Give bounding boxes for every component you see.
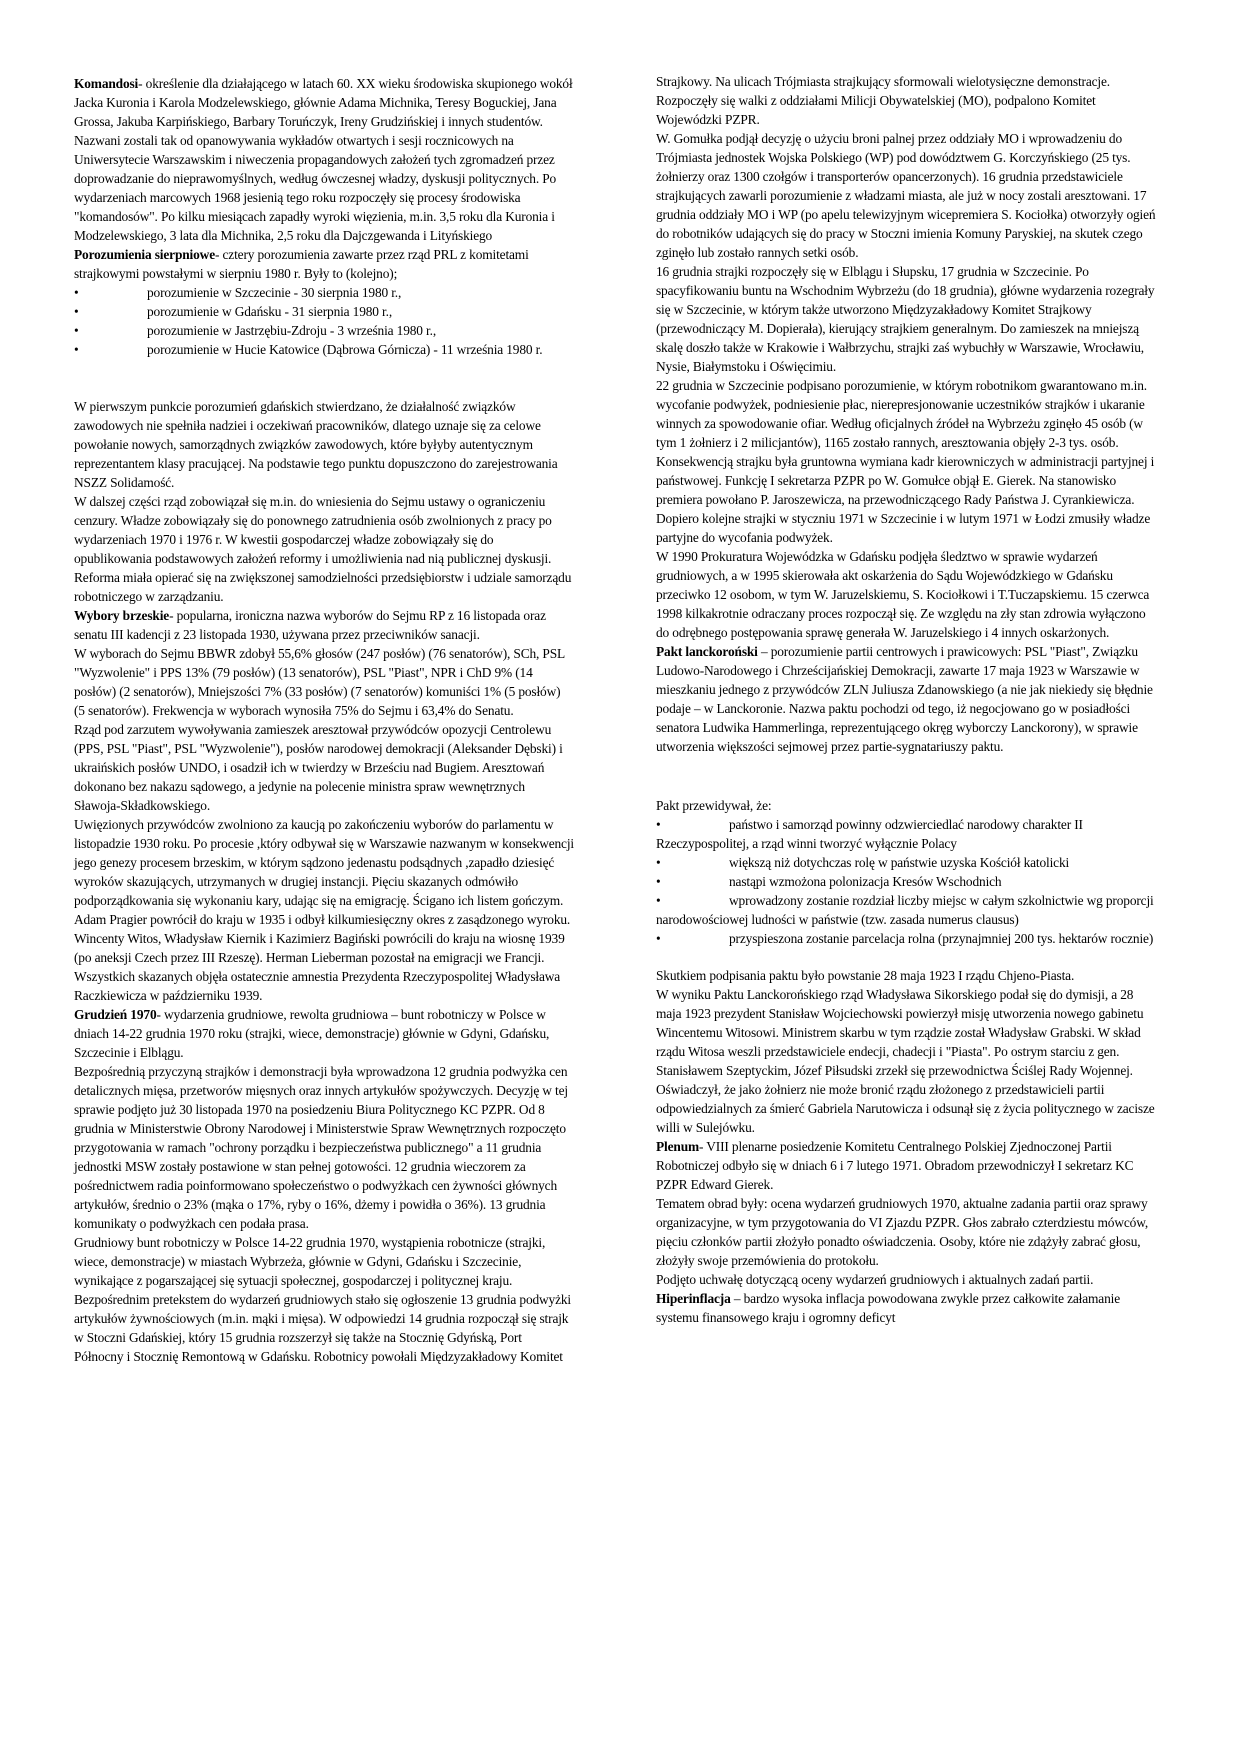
bullet-icon: • (74, 342, 79, 357)
paragraph: W dalszej części rząd zobowiązał się m.in. do wniesienia do Sejmu ustawy o ograniczeniu cenzury. Władze zobowiązały się do ponownego zatrudnienia osób zwolnionych z pracy po wydarzeniach 1970 i 1976 r. W kwestii gospodarczej władze zobowiązały się do opublikowania podstawowych założeń reformy i umożliwienia nad nią publicznej dyskusji. Reforma miała opierać się na zwiększonej samodzielności przedsiębiorstw i udziale samorządu robotniczego w zarządzaniu. (74, 494, 572, 604)
list-item-text: większą niż dotychczas rolę w państwie uzyska Kościół katolicki (729, 855, 1070, 870)
pakt-list (656, 815, 1159, 948)
porozumienia-list (74, 283, 574, 359)
list-item-text: porozumienie w Jastrzębiu-Zdroju - 3 września 1980 r., (147, 323, 437, 338)
paragraph: W 1990 Prokuratura Wojewódzka w Gdańsku podjęła śledztwo w sprawie wydarzeń grudniowych, a w 1995 skierowała akt oskarżenia do Sądu Wojewódzkiego w Gdańsku przeciwko 12 osobom, w tym W. Jaruzelskiemu, S. Kociołkowi i T.Tuczapskiemu. 15 czerwca 1998 kilkakrotnie odraczany proces rozpoczął się. Ze względu na zły stan zdrowia wyłączono do odrębnego postępowania sprawę generała W. Jaruzelskiego i 4 innych oskarżonych. (656, 549, 1150, 640)
bullet-icon: • (74, 323, 79, 338)
list-item-text: porozumienie w Hucie Katowice (Dąbrowa Górnicza) - 11 września 1980 r. (147, 342, 543, 357)
list-item (656, 872, 1159, 891)
paragraph: W wyborach do Sejmu BBWR zdobył 55,6% głosów (247 posłów) (76 senatorów), SCh, PSL "Wyzwolenie" i PPS 13% (79 posłów) (13 senatorów), PSL "Piast", NPR i ChD 9% (14 posłów) (2 senatorów), Mniejszości 7% (33 posłów) (7 senatorów) komuniści 1% (5 posłów) (5 senatorów). Frekwencja w wyborach wynosiła 75% do Sejmu i 63,4% do Senatu. (74, 646, 565, 718)
paragraph: Tematem obrad były: ocena wydarzeń grudniowych 1970, aktualne zadania partii oraz sprawy organizacyjne, w tym przygotowania do VI Zjazdu PZPR. Głos zabrało czterdziestu mówców, pięciu członków partii złożyło ponadto oświadczenia. Osoby, które nie zdążyły zabrać głosu, złożyły swoje przemówienia do protokołu. (656, 1196, 1149, 1268)
paragraph: Uwięzionych przywódców zwolniono za kaucją po zakończeniu wyborów do parlamentu w listopadzie 1930 roku. Po procesie ,który odbywał się w Warszawie nazwanym w konsekwencji jego genezy procesem brzeskim, w którym sądzono jedenastu podsądnych ,zapadło dziesięć wyroków skazujących, utrzymanych w drugiej instancji. Pięciu skazanych odmówiło podporządkowania się wykonaniu kary, udając się na emigrację. Ścigano ich listem gończym. Adam Pragier powrócił do kraju w 1935 i odbył kilkumiesięczny okres z zasądzonego wyroku. Wincenty Witos, Władysław Kiernik i Kazimierz Bagiński powrócili do kraju na wiosnę 1939 (po aneksji Czech przez III Rzeszę). Herman Lieberman pozostał na emigracji we Francji. Wszystkich skazanych objęła ostatecznie amnestia Prezydenta Rzeczypospolitej Władysława Raczkiewicza w październiku 1939. (74, 817, 574, 1003)
paragraph: W wyniku Paktu Lanckorońskiego rząd Władysława Sikorskiego podał się do dymisji, a 28 maja 1923 prezydent Stanisław Wojciechowski powierzył misję utworzenia nowego gabinetu Wincentemu Witosowi. Ministrem skarbu w tym rządzie został Władysław Grabski. W skład rządu Witosa weszli przedstawiciele endecji, chadecji i "Piasta". Po ostrym starciu z gen. Stanisławem Szeptyckim, Józef Piłsudski zrzekł się przewodnictwa Ściślej Rady Wojennej. Oświadczył, że jako żołnierz nie może bronić rządu złożonego z przedstawicieli partii odpowiedzialnych za śmierć Gabriela Narutowicza i odsunął się z życia politycznego w zacisze willi w Sulejówku. (656, 987, 1155, 1135)
paragraph: Bezpośrednim pretekstem do wydarzeń grudniowych stało się ogłoszenie 13 grudnia podwyżki artykułów żywnościowych (m.in. mąki i mięsa). W odpowiedzi 14 grudnia rozpoczął się strajk w Stoczni Gdańskiej, który 15 grudnia rozszerzył się także na Stocznię Gdyńską, Port Północny i Stocznię Remontową w Gdańsku. Robotnicy powołali Międzyzakładowy Komitet (74, 1292, 572, 1364)
paragraph: Bezpośrednią przyczyną strajków i demonstracji była wprowadzona 12 grudnia podwyżka cen detalicznych mięsa, przetworów mięsnych oraz innych artykułów spożywczych. Decyzję w tej sprawie podjęto już 30 listopada 1970 na posiedzeniu Biura Politycznego KC PZPR. Od 8 grudnia w Ministerstwie Obrony Narodowej i Ministerstwie Spraw Wewnętrznych rozpoczęto przygotowania w ramach "ochrony porządku i bezpieczeństwa publicznego" a 11 grudnia jednostki MSW zostały postawione w stan pełnej gotowości. 12 grudnia wieczorem za pośrednictwem radia poinformowano społeczeństwo o podwyżkach cen żywności głównych artykułów, średnio o 23% (mąka o 17%, ryby o 16%, dżemy i powidła o 36%). 13 grudnia komunikaty o podwyżkach cen podała prasa. (74, 1064, 568, 1231)
definition-komandosi: - określenie dla działającego w latach 60. XX wieku środowiska skupionego wokół Jacka Kuronia i Karola Modzelewskiego, głównie Adama Michnika, Teresy Boguckiej, Jana Grossa, Jakuba Karpińskiego, Barbary Toruńczyk, Ireny Grudzińskiej i innych studentów. Nazwani zostali tak od opanowywania wykładów otwartych i sesji rocznicowych na Uniwersytecie Warszawskim i niweczenia propagandowych założeń tych zgromadzeń przez doprowadzanie do nieprawomyślnych, według ówczesnej władzy, dyskusji politycznych. Po wydarzeniach marcowych 1968 jesienią tego roku rozpoczęły się procesy środowiska "komandosów". Po kilku miesiącach zapadły wyroki więzienia, m.in. 3,5 roku dla Kuronia i Modzelewskiego, 3 lata dla Michnika, 2,5 roku dla Dajczgewanda i Lityńskiego (74, 76, 573, 243)
term-hiperinflacja: Hiperinflacja (656, 1291, 731, 1306)
definition-porozumienia: - cztery porozumienia zawarte przez rząd PRL z komitetami strajkowymi powstałymi w sierpniu 1980 r. Były to (kolejno); (74, 247, 529, 281)
entry-plenum (656, 1137, 1159, 1194)
spacer (656, 756, 1159, 796)
bullet-icon: • (74, 285, 79, 300)
entry-pakt (656, 642, 1159, 756)
entry-hiperinflacja (656, 1289, 1159, 1327)
entry-wybory (74, 606, 574, 644)
pakt-intro: Pakt przewidywał, że: (656, 798, 772, 813)
term-grudzien: Grudzień 1970 (74, 1007, 157, 1022)
list-item (74, 283, 574, 302)
list-item (74, 302, 574, 321)
term-porozumienia: Porozumienia sierpniowe (74, 247, 215, 262)
entry-komandosi (74, 74, 574, 245)
left-column (74, 74, 574, 1366)
list-item-text: porozumienie w Szczecinie - 30 sierpnia 1980 r., (147, 285, 402, 300)
bullet-icon: • (656, 874, 661, 889)
list-item (656, 815, 1159, 853)
list-item (656, 891, 1159, 929)
bullet-icon: • (656, 931, 661, 946)
paragraph: W pierwszym punkcie porozumień gdańskich stwierdzano, że działalność związków zawodowych nie spełniła nadziei i oczekiwań pracowników, dlatego uznaje się za celowe powołanie nowych, samorządnych związków zawodowych, które byłyby autentycznym reprezentantem klasy pracującej. Na podstawie tego punktu dopuszczono do zarejestrowania NSZZ Solidamość. (74, 399, 558, 490)
list-item-text: przyspieszona zostanie parcelacja rolna (przynajmniej 200 tys. hektarów rocznie) (729, 931, 1154, 946)
bullet-icon: • (656, 893, 661, 908)
paragraph: Rząd pod zarzutem wywoływania zamieszek aresztował przywódców opozycji Centrolewu (PPS, PSL "Piast", PSL "Wyzwolenie"), posłów narodowej demokracji (Aleksander Dębski) i ukraińskich posłów UNDO, i osadził ich w twierdzy w Brześciu nad Bugiem. Aresztowań dokonano bez nakazu sądowego, a jedynie na polecenie ministra spraw wewnętrznych Sławoja-Składkowskiego. (74, 722, 563, 813)
list-item (656, 929, 1159, 948)
definition-hiperinflacja: – bardzo wysoka inflacja powodowana zwykle przez całkowite załamanie systemu finansowego kraju i ogromny deficyt (656, 1291, 1121, 1325)
paragraph: W. Gomułka podjął decyzję o użyciu broni palnej przez oddziały MO i wprowadzeniu do Trójmiasta jednostek Wojska Polskiego (WP) pod dowództwem G. Korczyńskiego (25 tys. żołnierzy oraz 1300 czołgów i transporterów opancerzonych). 16 grudnia przedstawiciele strajkujących zawarli porozumienie z władzami miasta, ale już w nocy zostali aresztowani. 17 grudnia oddziały MO i WP (po apelu telewizyjnym wicepremiera S. Kociołka) otworzyły ogień do robotników udających się do pracy w Stoczni imienia Komuny Paryskiej, na skutek czego zginęło lub zostało rannych setki osób. (656, 131, 1156, 260)
bullet-icon: • (74, 304, 79, 319)
definition-wybory: - popularna, ironiczna nazwa wyborów do Sejmu RP z 16 listopada oraz senatu III kadencji z 23 listopada 1930, używana przez przeciwników sanacji. (74, 608, 546, 642)
bullet-icon: • (656, 817, 661, 832)
entry-porozumienia (74, 245, 574, 283)
term-pakt: Pakt lanckoroński (656, 644, 758, 659)
definition-grudzien: - wydarzenia grudniowe, rewolta grudniowa – bunt robotniczy w Polsce w dniach 14-22 grudnia 1970 roku (strajki, wiece, demonstracje) głównie w Gdyni, Gdańsku, Szczecinie i Elblągu. (74, 1007, 550, 1060)
list-item (74, 321, 574, 340)
term-plenum: Plenum (656, 1139, 699, 1154)
spacer (656, 948, 1159, 966)
term-komandosi: Komandosi (74, 76, 139, 91)
right-column (656, 72, 1159, 1327)
list-item-text: państwo i samorząd powinny odzwierciedlać narodowy charakter II Rzeczypospolitej, a rząd winni tworzyć wyłącznie Polacy (656, 817, 1083, 851)
paragraph: 22 grudnia w Szczecinie podpisano porozumienie, w którym robotnikom gwarantowano m.in. wycofanie podwyżek, podniesienie płac, nierepresjonowanie uczestników strajków i ukaranie winnych za spowodowanie ofiar. Według oficjalnych źródeł na Wybrzeżu zginęło 45 osób (w tym 1 żołnierz i 2 milicjantów), 1165 zostało rannych, aresztowania objęły 2-3 tys. osób. Konsekwencją strajku była gruntowna wymiana kadr kierowniczych w administracji partyjnej i państwowej. Funkcję I sekretarza PZPR po W. Gomułce objął E. Gierek. Na stanowisko premiera powołano P. Jaroszewicza, na przewodniczącego Rady Państwa J. Cyrankiewicza. Dopiero kolejne strajki w styczniu 1971 w Szczecinie i w lutym 1971 w Łodzi zmusiły władze partyjne do wycofania podwyżek. (656, 378, 1155, 545)
paragraph: Skutkiem podpisania paktu było powstanie 28 maja 1923 I rządu Chjeno-Piasta. (656, 968, 1075, 983)
list-item-text: nastąpi wzmożona polonizacja Kresów Wschodnich (729, 874, 1002, 889)
paragraph: Strajkowy. Na ulicach Trójmiasta strajkujący sformowali wielotysięczne demonstracje. Rozpoczęły się walki z oddziałami Milicji Obywatelskiej (MO), podpalono Komitet Wojewódzki PZPR. (656, 74, 1110, 127)
paragraph: 16 grudnia strajki rozpoczęły się w Elblągu i Słupsku, 17 grudnia w Szczecinie. Po spacyfikowaniu buntu na Wschodnim Wybrzeżu (do 18 grudnia), główne wydarzenia rozegrały się w Szczecinie, w którym także utworzono Międzyzakładowy Komitet Strajkowy (przewodniczący M. Dopierała), kierujący strajkiem generalnym. Do zamieszek na mniejszą skalę doszło także w Krakowie i Wałbrzychu, strajki zaś wybuchły w Warszawie, Wrocławiu, Nysie, Białymstoku i Oświęcimiu. (656, 264, 1155, 374)
definition-plenum: - VIII plenarne posiedzenie Komitetu Centralnego Polskiej Zjednoczonej Partii Robotniczej odbyło się w dniach 6 i 7 lutego 1971. Obradom przewodniczył I sekretarz KC PZPR Edward Gierek. (656, 1139, 1134, 1192)
paragraph: Grudniowy bunt robotniczy w Polsce 14-22 grudnia 1970, wystąpienia robotnicze (strajki, wiece, demonstracje) w miastach Wybrzeża, głównie w Gdyni, Gdańsku i Szczecinie, wynikające z pogarszającej się sytuacji społecznej, gospodarczej i politycznej kraju. (74, 1235, 546, 1288)
list-item-text: porozumienie w Gdańsku - 31 sierpnia 1980 r., (147, 304, 393, 319)
entry-grudzien (74, 1005, 574, 1062)
definition-pakt: – porozumienie partii centrowych i prawicowych: PSL "Piast", Związku Ludowo-Narodowego i Chrześcijańskiej Demokracji, zawarte 17 maja 1923 w Warszawie w mieszkaniu jednego z przywódców ZLN Juliusza Zdanowskiego (a nie jak niekiedy się błędnie podaje – w Lanckoronie. Nazwa paktu pochodzi od tego, iż negocjowano go w posiadłości senatora Ludwika Hammerlinga, reprezentującego okręg wyborczy Lanckorony), w sprawie utworzenia większości sejmowej przez partie-sygnatariuszy paktu. (656, 644, 1153, 754)
spacer (74, 359, 574, 397)
list-item (656, 853, 1159, 872)
paragraph: Podjęto uchwałę dotyczącą oceny wydarzeń grudniowych i aktualnych zadań partii. (656, 1272, 1094, 1287)
list-item-text: wprowadzony zostanie rozdział liczby miejsc w całym szkolnictwie wg proporcji narodowościowej ludności w państwie (tzw. zasada numerus clausus) (656, 893, 1154, 927)
bullet-icon: • (656, 855, 661, 870)
term-wybory: Wybory brzeskie (74, 608, 170, 623)
list-item (74, 340, 574, 359)
